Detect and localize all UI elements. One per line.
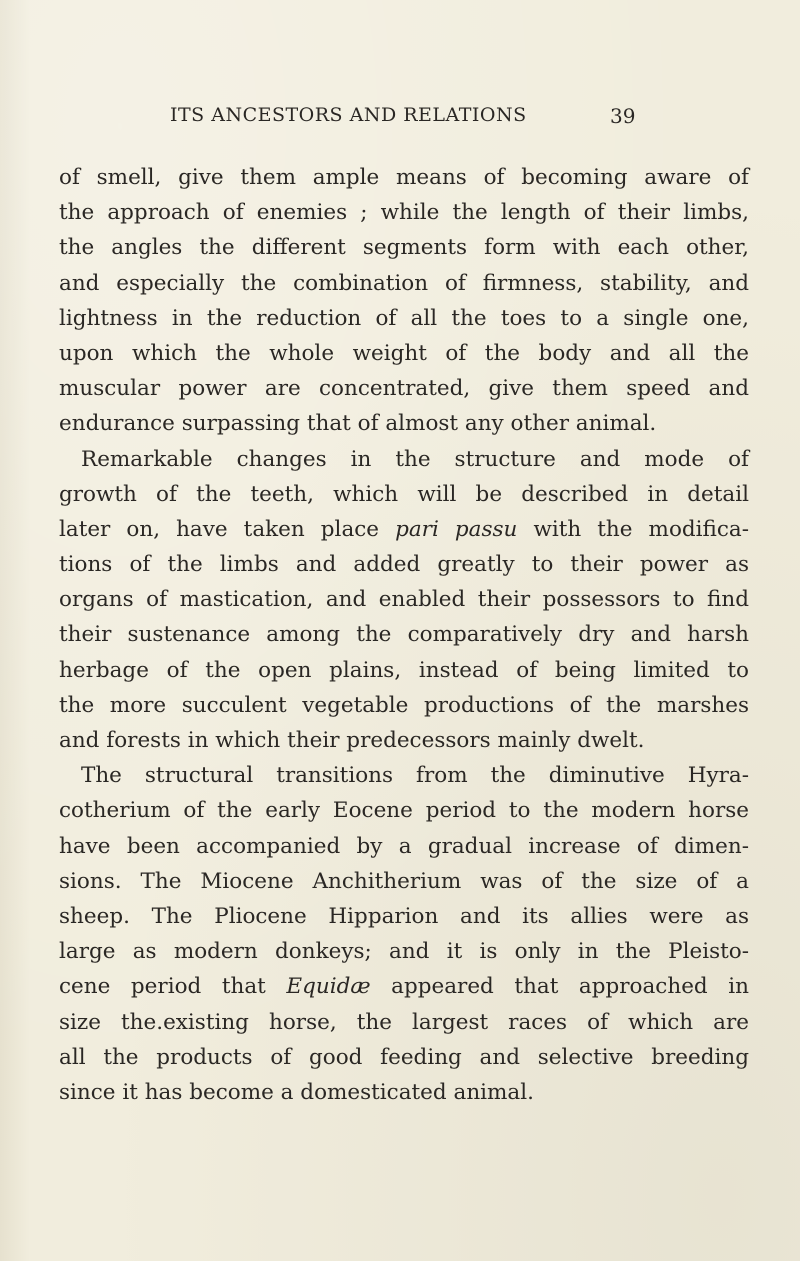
running-head (0, 104, 800, 134)
body-text (59, 160, 749, 1110)
running-title: ITS ANCESTORS AND RELATIONS (170, 104, 527, 126)
text-run: with the modifica- (517, 516, 749, 542)
text-line: the angles the different segments form with each other, (59, 235, 749, 261)
text-line: have been accompanied by a gradual increase of dimen- (59, 833, 749, 859)
text-line (59, 512, 749, 547)
text-line: large as modern donkeys; and it is only in the Pleisto- (59, 939, 749, 965)
text-line: organs of mastication, and enabled their possessors to find (59, 587, 749, 613)
text-line: tions of the limbs and added greatly to their power as (59, 552, 749, 578)
text-line: and especially the combination of firmness, stability, and (59, 270, 749, 296)
text-line: and forests in which their predecessors mainly dwelt. (59, 728, 645, 753)
page-number: 39 (610, 104, 636, 128)
text-line: endurance surpassing that of almost any other animal. (59, 411, 657, 437)
text-line: Remarkable changes in the structure and mode of (81, 446, 749, 472)
italic-phrase: pari passu (395, 516, 518, 542)
text-run: later on, have taken place (59, 516, 396, 542)
text-run: appeared that approached in (370, 974, 749, 1000)
text-line: upon which the whole weight of the body and all the (59, 340, 749, 366)
text-line: herbage of the open plains, instead of being limited to (59, 657, 749, 683)
text-run: cene period that (59, 974, 287, 1000)
text-line: all the products of good feeding and selective breeding (59, 1044, 749, 1070)
text-line: since it has become a domesticated animal. (59, 1079, 534, 1105)
text-line: muscular power are concentrated, give them speed and (59, 376, 749, 402)
text-line: the approach of enemies ; while the length of their limbs, (59, 200, 749, 226)
text-line: cotherium of the early Eocene period to the modern horse (59, 798, 749, 824)
text-line: sions. The Miocene Anchitherium was of the size of a (59, 868, 749, 894)
italic-word: Equidæ (286, 974, 371, 1000)
text-line: size the.existing horse, the largest races of which are (59, 1009, 749, 1035)
text-line: growth of the teeth, which will be described in detail (59, 481, 749, 507)
text-line: their sustenance among the comparatively dry and harsh (59, 622, 749, 648)
text-line: lightness in the reduction of all the toes to a single one, (59, 305, 749, 331)
text-line: The structural transitions from the diminutive Hyra- (81, 763, 749, 789)
text-line (59, 969, 749, 1004)
text-line: the more succulent vegetable productions of the marshes (59, 692, 749, 718)
text-line: sheep. The Pliocene Hipparion and its allies were as (59, 903, 749, 929)
text-line: of smell, give them ample means of becoming aware of (59, 165, 749, 190)
